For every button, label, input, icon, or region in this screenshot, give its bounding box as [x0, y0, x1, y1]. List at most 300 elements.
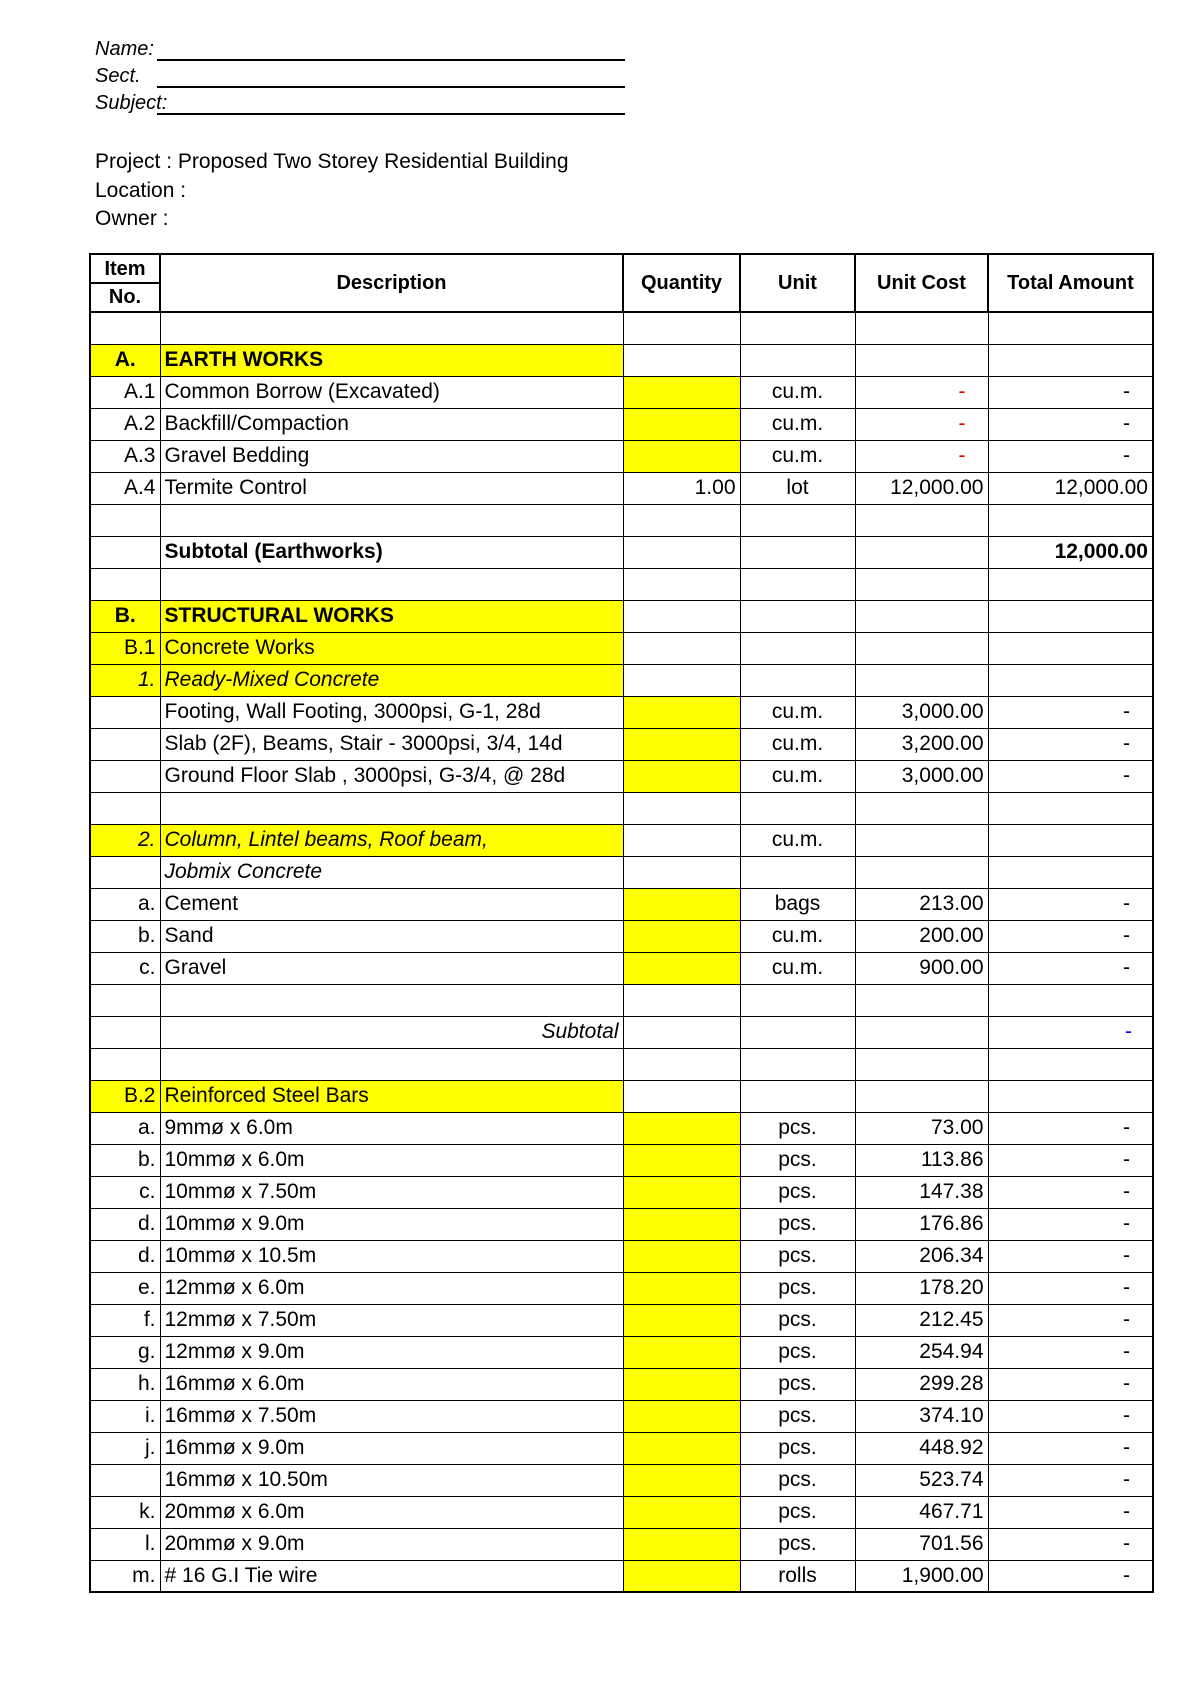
unit-cell: pcs.	[740, 1176, 855, 1208]
table-row	[90, 1336, 1153, 1368]
unit-cost-cell: 299.28	[855, 1368, 988, 1400]
quantity-cell	[623, 440, 740, 472]
unit-cell	[740, 568, 855, 600]
item-no-cell: i.	[90, 1400, 160, 1432]
unit-cost-cell: 147.38	[855, 1176, 988, 1208]
unit-cost-cell: -	[855, 440, 988, 472]
total-amount-cell	[988, 984, 1153, 1016]
quantity-cell	[623, 1144, 740, 1176]
table-row	[90, 888, 1153, 920]
unit-cell: pcs.	[740, 1464, 855, 1496]
estimate-table	[89, 253, 1154, 1593]
table-row	[90, 504, 1153, 536]
item-no-cell: h.	[90, 1368, 160, 1400]
description-cell: 20mmø x 9.0m	[160, 1528, 623, 1560]
name-row	[95, 34, 635, 61]
total-amount-cell: -	[988, 1336, 1153, 1368]
unit-cell	[740, 312, 855, 344]
quantity-cell	[623, 792, 740, 824]
total-amount-cell	[988, 632, 1153, 664]
total-amount-cell: -	[988, 920, 1153, 952]
item-no-cell: A.3	[90, 440, 160, 472]
unit-cost-cell: -	[855, 408, 988, 440]
student-header	[95, 34, 635, 115]
owner-line: Owner :	[95, 207, 169, 230]
description-cell: Gravel Bedding	[160, 440, 623, 472]
unit-cell	[740, 344, 855, 376]
total-amount-cell	[988, 664, 1153, 696]
total-amount-cell	[988, 1080, 1153, 1112]
table-row	[90, 728, 1153, 760]
total-amount-cell: -	[988, 1464, 1153, 1496]
unit-cell: cu.m.	[740, 440, 855, 472]
unit-cost-cell: 1,900.00	[855, 1560, 988, 1592]
item-no-cell: 2.	[90, 824, 160, 856]
unit-cost-cell	[855, 1048, 988, 1080]
total-amount-cell: -	[988, 1240, 1153, 1272]
subject-label: Subject:	[95, 92, 168, 114]
unit-cost-cell: 374.10	[855, 1400, 988, 1432]
quantity-cell	[623, 888, 740, 920]
sect-label: Sect.	[95, 65, 141, 87]
unit-cell	[740, 1080, 855, 1112]
description-cell: Sand	[160, 920, 623, 952]
item-no-cell: B.1	[90, 632, 160, 664]
total-amount-cell: 12,000.00	[988, 536, 1153, 568]
quantity-cell	[623, 1240, 740, 1272]
unit-cost-cell: 212.45	[855, 1304, 988, 1336]
quantity-cell	[623, 600, 740, 632]
description-cell: Column, Lintel beams, Roof beam,	[160, 824, 623, 856]
table-row	[90, 1560, 1153, 1592]
item-no-cell	[90, 792, 160, 824]
total-amount-cell: -	[988, 1272, 1153, 1304]
total-amount-cell: -	[988, 1560, 1153, 1592]
unit-cost-cell: 467.71	[855, 1496, 988, 1528]
description-cell	[160, 792, 623, 824]
quantity-cell	[623, 1176, 740, 1208]
table-row	[90, 1464, 1153, 1496]
description-cell: Cement	[160, 888, 623, 920]
unit-cell	[740, 504, 855, 536]
table-row	[90, 920, 1153, 952]
table-row	[90, 600, 1153, 632]
quantity-cell	[623, 1368, 740, 1400]
description-cell: Jobmix Concrete	[160, 856, 623, 888]
table-row	[90, 408, 1153, 440]
table-row	[90, 856, 1153, 888]
quantity-cell	[623, 1080, 740, 1112]
quantity-cell	[623, 1496, 740, 1528]
item-no-cell: d.	[90, 1208, 160, 1240]
unit-cell: pcs.	[740, 1304, 855, 1336]
header-description: Description	[160, 254, 623, 312]
table-row	[90, 376, 1153, 408]
project-info	[95, 148, 569, 234]
quantity-cell	[623, 1432, 740, 1464]
quantity-cell	[623, 376, 740, 408]
unit-cost-cell: 3,200.00	[855, 728, 988, 760]
unit-cell: pcs.	[740, 1272, 855, 1304]
table-row	[90, 1240, 1153, 1272]
table-row	[90, 1080, 1153, 1112]
total-amount-cell: -	[988, 760, 1153, 792]
table-row	[90, 792, 1153, 824]
description-cell	[160, 504, 623, 536]
unit-cost-cell: 113.86	[855, 1144, 988, 1176]
description-cell	[160, 984, 623, 1016]
description-cell: Footing, Wall Footing, 3000psi, G-1, 28d	[160, 696, 623, 728]
description-cell: Common Borrow (Excavated)	[160, 376, 623, 408]
item-no-cell: g.	[90, 1336, 160, 1368]
description-cell: 16mmø x 9.0m	[160, 1432, 623, 1464]
item-no-cell	[90, 1016, 160, 1048]
description-cell: # 16 G.I Tie wire	[160, 1560, 623, 1592]
total-amount-cell: -	[988, 1528, 1153, 1560]
item-no-cell: e.	[90, 1272, 160, 1304]
quantity-cell	[623, 984, 740, 1016]
header-unit: Unit	[740, 254, 855, 312]
total-amount-cell: -	[988, 1304, 1153, 1336]
unit-cell: bags	[740, 888, 855, 920]
header-row	[90, 254, 1153, 312]
quantity-cell	[623, 536, 740, 568]
table-row	[90, 440, 1153, 472]
unit-cell: cu.m.	[740, 760, 855, 792]
table-row	[90, 536, 1153, 568]
table-row	[90, 1176, 1153, 1208]
unit-cell	[740, 536, 855, 568]
total-amount-cell	[988, 856, 1153, 888]
unit-cost-cell: 254.94	[855, 1336, 988, 1368]
quantity-cell	[623, 1464, 740, 1496]
quantity-cell: 1.00	[623, 472, 740, 504]
quantity-cell	[623, 920, 740, 952]
unit-cell: pcs.	[740, 1400, 855, 1432]
unit-cell	[740, 664, 855, 696]
quantity-cell	[623, 1528, 740, 1560]
description-cell: 9mmø x 6.0m	[160, 1112, 623, 1144]
header-quantity: Quantity	[623, 254, 740, 312]
item-no-cell	[90, 568, 160, 600]
description-cell: Termite Control	[160, 472, 623, 504]
total-amount-cell: 12,000.00	[988, 472, 1153, 504]
description-cell: 12mmø x 6.0m	[160, 1272, 623, 1304]
total-amount-cell	[988, 600, 1153, 632]
quantity-cell	[623, 312, 740, 344]
item-no-cell: c.	[90, 952, 160, 984]
unit-cost-cell	[855, 984, 988, 1016]
table-row	[90, 952, 1153, 984]
table-row	[90, 1144, 1153, 1176]
total-amount-cell: -	[988, 1176, 1153, 1208]
description-cell	[160, 568, 623, 600]
table-row	[90, 1496, 1153, 1528]
quantity-cell	[623, 632, 740, 664]
table-row	[90, 1272, 1153, 1304]
quantity-cell	[623, 1304, 740, 1336]
item-no-cell	[90, 504, 160, 536]
unit-cell: rolls	[740, 1560, 855, 1592]
description-cell: 16mmø x 6.0m	[160, 1368, 623, 1400]
unit-cost-cell	[855, 312, 988, 344]
quantity-cell	[623, 664, 740, 696]
total-amount-cell	[988, 504, 1153, 536]
unit-cell	[740, 632, 855, 664]
unit-cost-cell: 12,000.00	[855, 472, 988, 504]
unit-cost-cell	[855, 664, 988, 696]
item-no-cell: j.	[90, 1432, 160, 1464]
unit-cell: pcs.	[740, 1240, 855, 1272]
unit-cost-cell	[855, 600, 988, 632]
sect-row	[95, 61, 635, 88]
quantity-cell	[623, 1208, 740, 1240]
unit-cell	[740, 792, 855, 824]
item-no-cell	[90, 856, 160, 888]
table-row	[90, 1048, 1153, 1080]
item-no-cell: a.	[90, 1112, 160, 1144]
description-cell: Backfill/Compaction	[160, 408, 623, 440]
description-cell: 12mmø x 9.0m	[160, 1336, 623, 1368]
description-cell: 20mmø x 6.0m	[160, 1496, 623, 1528]
description-cell: Gravel	[160, 952, 623, 984]
quantity-cell	[623, 1336, 740, 1368]
unit-cost-cell: 200.00	[855, 920, 988, 952]
total-amount-cell	[988, 344, 1153, 376]
table-row	[90, 568, 1153, 600]
quantity-cell	[623, 504, 740, 536]
unit-cell: cu.m.	[740, 696, 855, 728]
table-row	[90, 1112, 1153, 1144]
unit-cost-cell	[855, 632, 988, 664]
total-amount-cell: -	[988, 440, 1153, 472]
total-amount-cell: -	[988, 1112, 1153, 1144]
item-no-cell: b.	[90, 920, 160, 952]
total-amount-cell	[988, 568, 1153, 600]
unit-cost-cell: 3,000.00	[855, 696, 988, 728]
quantity-cell	[623, 1272, 740, 1304]
unit-cost-cell: 206.34	[855, 1240, 988, 1272]
description-cell: Concrete Works	[160, 632, 623, 664]
item-no-cell	[90, 312, 160, 344]
table-row	[90, 312, 1153, 344]
item-no-cell: A.4	[90, 472, 160, 504]
unit-cell: pcs.	[740, 1336, 855, 1368]
unit-cell: cu.m.	[740, 376, 855, 408]
quantity-cell	[623, 568, 740, 600]
description-cell	[160, 312, 623, 344]
item-no-cell: f.	[90, 1304, 160, 1336]
description-cell: Reinforced Steel Bars	[160, 1080, 623, 1112]
item-no-cell: a.	[90, 888, 160, 920]
item-no-cell	[90, 728, 160, 760]
total-amount-cell: -	[988, 1496, 1153, 1528]
quantity-cell	[623, 1048, 740, 1080]
unit-cost-cell: 213.00	[855, 888, 988, 920]
table-row	[90, 696, 1153, 728]
item-no-cell: A.1	[90, 376, 160, 408]
total-amount-cell	[988, 1048, 1153, 1080]
unit-cost-cell	[855, 1016, 988, 1048]
unit-cell	[740, 1016, 855, 1048]
table-row	[90, 472, 1153, 504]
unit-cost-cell: 448.92	[855, 1432, 988, 1464]
unit-cost-cell: 178.20	[855, 1272, 988, 1304]
unit-cell: cu.m.	[740, 952, 855, 984]
sect-line	[157, 64, 625, 88]
item-no-cell	[90, 1464, 160, 1496]
subject-row	[95, 88, 635, 115]
item-no-cell: l.	[90, 1528, 160, 1560]
item-no-cell: b.	[90, 1144, 160, 1176]
name-label: Name:	[95, 38, 154, 60]
unit-cell: pcs.	[740, 1144, 855, 1176]
unit-cell: pcs.	[740, 1528, 855, 1560]
total-amount-cell: -	[988, 696, 1153, 728]
table-row	[90, 760, 1153, 792]
unit-cell: lot	[740, 472, 855, 504]
unit-cell: pcs.	[740, 1496, 855, 1528]
quantity-cell	[623, 1560, 740, 1592]
unit-cost-cell	[855, 344, 988, 376]
item-no-cell	[90, 696, 160, 728]
table-row	[90, 1304, 1153, 1336]
description-cell: Subtotal (Earthworks)	[160, 536, 623, 568]
table-row	[90, 1208, 1153, 1240]
description-cell: 10mmø x 9.0m	[160, 1208, 623, 1240]
unit-cell	[740, 984, 855, 1016]
total-amount-cell: -	[988, 1368, 1153, 1400]
table-row	[90, 1432, 1153, 1464]
total-amount-cell	[988, 312, 1153, 344]
description-cell: Ready-Mixed Concrete	[160, 664, 623, 696]
table-row	[90, 664, 1153, 696]
description-cell: Slab (2F), Beams, Stair - 3000psi, 3/4, 14d	[160, 728, 623, 760]
quantity-cell	[623, 1400, 740, 1432]
quantity-cell	[623, 696, 740, 728]
total-amount-cell: -	[988, 1144, 1153, 1176]
table-body	[90, 312, 1153, 1592]
unit-cost-cell	[855, 792, 988, 824]
total-amount-cell: -	[988, 376, 1153, 408]
item-no-cell	[90, 760, 160, 792]
unit-cost-cell: 701.56	[855, 1528, 988, 1560]
total-amount-cell: -	[988, 1016, 1153, 1048]
total-amount-cell	[988, 792, 1153, 824]
unit-cost-cell: 523.74	[855, 1464, 988, 1496]
description-cell: 12mmø x 7.50m	[160, 1304, 623, 1336]
unit-cost-cell: 176.86	[855, 1208, 988, 1240]
unit-cell	[740, 856, 855, 888]
unit-cell: pcs.	[740, 1432, 855, 1464]
table-row	[90, 344, 1153, 376]
total-amount-cell: -	[988, 952, 1153, 984]
unit-cost-cell: 900.00	[855, 952, 988, 984]
table-row	[90, 1400, 1153, 1432]
table-row	[90, 824, 1153, 856]
header-item-no: Item No.	[90, 254, 160, 312]
item-no-cell: A.2	[90, 408, 160, 440]
quantity-cell	[623, 728, 740, 760]
item-no-cell	[90, 984, 160, 1016]
unit-cell: cu.m.	[740, 408, 855, 440]
table-row	[90, 632, 1153, 664]
total-amount-cell: -	[988, 1208, 1153, 1240]
item-no-cell: 1.	[90, 664, 160, 696]
description-cell: 10mmø x 7.50m	[160, 1176, 623, 1208]
description-cell: Ground Floor Slab , 3000psi, G-3/4, @ 28d	[160, 760, 623, 792]
unit-cell: pcs.	[740, 1208, 855, 1240]
description-cell: 16mmø x 7.50m	[160, 1400, 623, 1432]
unit-cell: cu.m.	[740, 920, 855, 952]
total-amount-cell: -	[988, 728, 1153, 760]
quantity-cell	[623, 856, 740, 888]
description-cell: Subtotal	[160, 1016, 623, 1048]
unit-cell: pcs.	[740, 1368, 855, 1400]
item-no-cell: c.	[90, 1176, 160, 1208]
item-no-cell: A.	[90, 344, 160, 376]
item-no-cell	[90, 536, 160, 568]
header-total-amount: Total Amount	[988, 254, 1153, 312]
subject-line	[157, 91, 625, 115]
item-no-cell: B.	[90, 600, 160, 632]
location-line: Location :	[95, 178, 187, 202]
unit-cost-cell: 73.00	[855, 1112, 988, 1144]
quantity-cell	[623, 408, 740, 440]
description-cell: 16mmø x 10.50m	[160, 1464, 623, 1496]
unit-cell: cu.m.	[740, 824, 855, 856]
total-amount-cell: -	[988, 408, 1153, 440]
description-cell: 10mmø x 6.0m	[160, 1144, 623, 1176]
item-no-cell: B.2	[90, 1080, 160, 1112]
table-row	[90, 1016, 1153, 1048]
unit-cost-cell	[855, 856, 988, 888]
table-row	[90, 1528, 1153, 1560]
quantity-cell	[623, 824, 740, 856]
total-amount-cell	[988, 824, 1153, 856]
total-amount-cell: -	[988, 1432, 1153, 1464]
item-no-cell	[90, 1048, 160, 1080]
unit-cost-cell	[855, 536, 988, 568]
description-cell: STRUCTURAL WORKS	[160, 600, 623, 632]
header-unit-cost: Unit Cost	[855, 254, 988, 312]
item-no-cell: k.	[90, 1496, 160, 1528]
project-line: Project : Proposed Two Storey Residential Building	[95, 150, 569, 173]
table-row	[90, 1368, 1153, 1400]
total-amount-cell: -	[988, 1400, 1153, 1432]
unit-cost-cell	[855, 504, 988, 536]
unit-cost-cell: -	[855, 376, 988, 408]
description-cell: EARTH WORKS	[160, 344, 623, 376]
total-amount-cell: -	[988, 888, 1153, 920]
unit-cost-cell: 3,000.00	[855, 760, 988, 792]
quantity-cell	[623, 344, 740, 376]
quantity-cell	[623, 760, 740, 792]
unit-cost-cell	[855, 1080, 988, 1112]
unit-cell	[740, 600, 855, 632]
table-row	[90, 984, 1153, 1016]
description-cell	[160, 1048, 623, 1080]
item-no-cell: d.	[90, 1240, 160, 1272]
unit-cell: cu.m.	[740, 728, 855, 760]
description-cell: 10mmø x 10.5m	[160, 1240, 623, 1272]
unit-cost-cell	[855, 824, 988, 856]
quantity-cell	[623, 1112, 740, 1144]
unit-cell	[740, 1048, 855, 1080]
quantity-cell	[623, 1016, 740, 1048]
unit-cost-cell	[855, 568, 988, 600]
name-line	[157, 37, 625, 61]
